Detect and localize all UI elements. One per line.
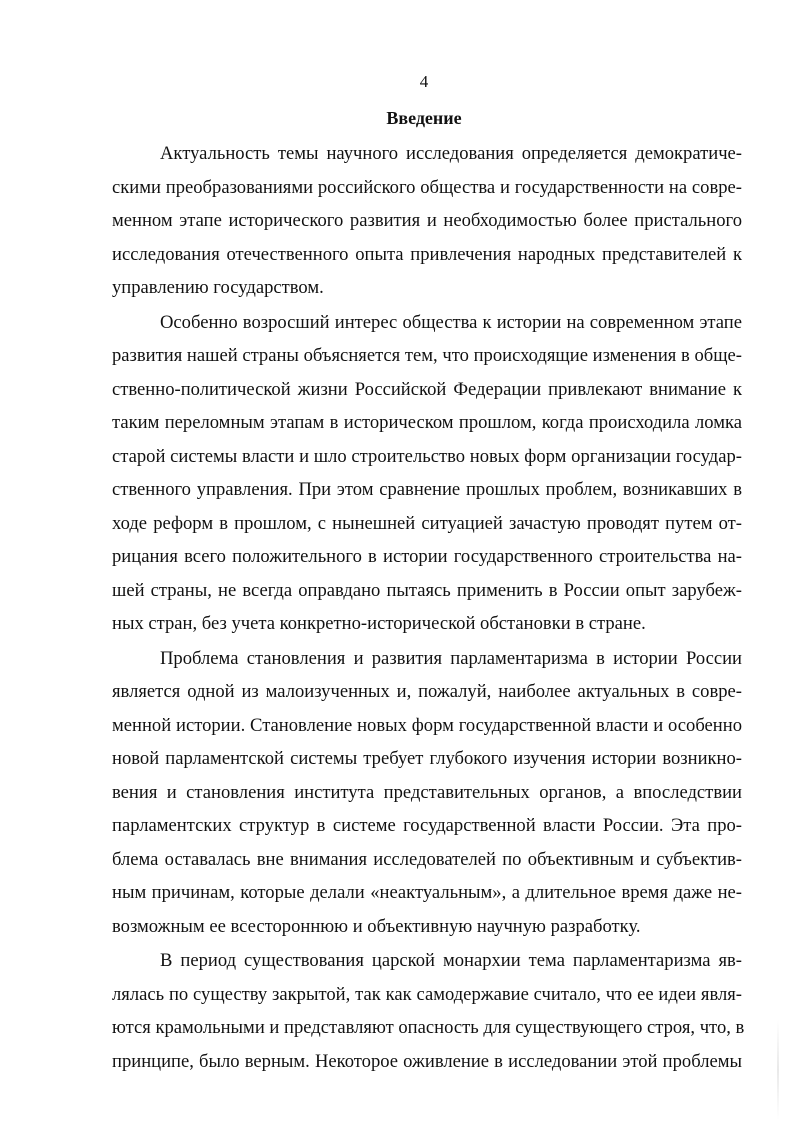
paragraph-3: [112, 642, 742, 944]
text-line: ных стран, без учета конкретно-исторической обстановки в стране.: [112, 613, 646, 634]
text-line: лялась по существу закрытой, так как самодержавие считало, что ее идеи явля-: [112, 983, 742, 1005]
text-line: блема оставалась вне внимания исследователей по объективным и субъектив-: [112, 848, 742, 870]
text-line: является одной из малоизученных и, пожалуй, наиболее актуальных в совре-: [112, 681, 742, 702]
text-line: В период существования царской монархии тема парламентаризма яв-: [160, 950, 742, 971]
text-line: ственного управления. При этом сравнение прошлых проблем, возникавших в: [112, 479, 742, 500]
paragraph-4: [112, 944, 745, 1078]
scan-edge-shadow: [777, 1020, 779, 1120]
section-title: Введение: [386, 108, 462, 128]
text-line: принципе, было верным. Некоторое оживление в исследовании этой проблемы: [112, 1050, 742, 1072]
text-line: ются крамольными и представляют опасность для существующего строя, что, в: [112, 1017, 745, 1038]
text-line: ным причинам, которые делали «неактуальным», а длительное время даже не-: [112, 882, 742, 903]
text-line: управлению государством.: [112, 277, 324, 298]
text-line: скими преобразованиями российского общества и государственности на совре-: [112, 176, 742, 198]
body-text: [112, 137, 745, 1078]
text-line: Актуальность темы научного исследования определяется демократиче-: [160, 143, 742, 164]
text-line: вения и становления института представительных органов, а впоследствии: [112, 781, 742, 803]
text-line: ственно-политической жизни Российской Федерации привлекают внимание к: [112, 378, 742, 400]
paragraph-2: [112, 306, 742, 641]
text-line: менной истории. Становление новых форм государственной власти и особенно: [112, 714, 742, 736]
text-line: Особенно возросший интерес общества к истории на современном этапе: [160, 311, 742, 333]
text-line: развития нашей страны объясняется тем, что происходящие изменения в обще-: [112, 345, 742, 366]
text-line: новой парламентской системы требует глубокого изучения истории возникно-: [112, 748, 742, 769]
text-line: менном этапе исторического развития и необходимостью более пристального: [112, 210, 742, 231]
text-line: ходе реформ в прошлом, с нынешней ситуацией зачастую проводят путем от-: [112, 512, 742, 534]
text-line: возможным ее всестороннюю и объективную научную разработку.: [112, 915, 641, 937]
page-number: 4: [419, 72, 429, 91]
text-line: парламентских структур в системе государственной власти России. Эта про-: [112, 815, 742, 836]
text-line: рицания всего положительного в истории государственного строительства на-: [112, 546, 742, 567]
text-line: Проблема становления и развития парламентаризма в истории России: [160, 647, 742, 669]
text-line: старой системы власти и шло строительство новых форм организации государ-: [112, 445, 742, 467]
text-line: исследования отечественного опыта привлечения народных представителей к: [112, 243, 742, 265]
paragraph-1: [112, 137, 742, 305]
text-line: таким переломным этапам в историческом прошлом, когда происходила ломка: [112, 412, 742, 433]
text-line: шей страны, не всегда оправдано пытаясь применить в России опыт зарубеж-: [112, 579, 742, 601]
